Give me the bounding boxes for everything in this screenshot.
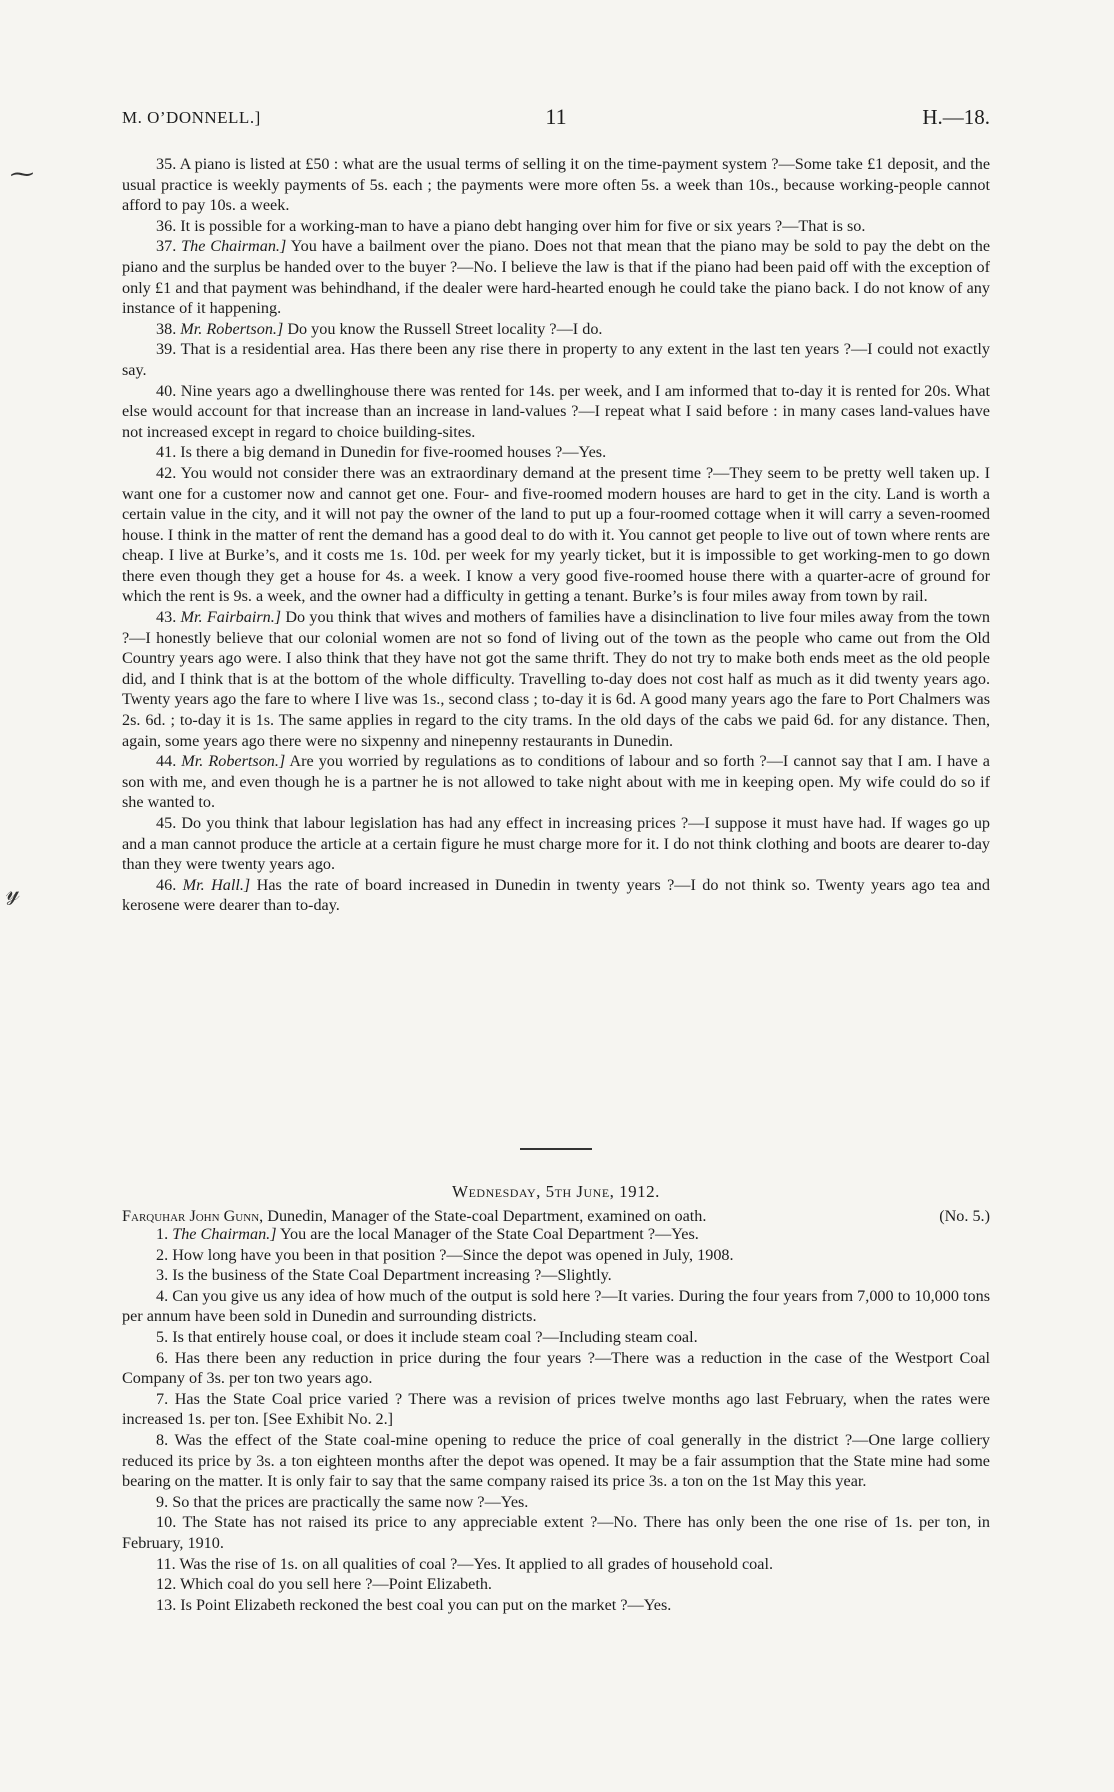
- question-paragraph: [122, 154, 990, 216]
- margin-mark: 𝓎: [6, 880, 20, 906]
- question-number: 6.: [156, 1348, 169, 1367]
- question-text: Are you worried by regulations as to conditions of labour and so forth ?—I cannot say that I am. I have a son with me, and even though he is a partner he is not allowed to take night about with me in keeping open. My wife could do so if she wanted to.: [122, 752, 990, 812]
- question-text: Is that entirely house coal, or does it include steam coal ?—Including steam coal.: [172, 1327, 698, 1346]
- witness-number: (No. 5.): [939, 1207, 990, 1225]
- speaker-name: Mr. Robertson.]: [181, 752, 286, 771]
- speaker-name: Mr. Robertson.]: [180, 319, 284, 338]
- question-number: 1.: [156, 1225, 169, 1243]
- question-number: 10.: [156, 1513, 177, 1532]
- question-text: That is a residential area. Has there been any rise there in property to any extent in the last ten years ?—I could not exactly say.: [122, 340, 990, 379]
- question-text: Do you know the Russell Street locality ?—I do.: [287, 319, 603, 338]
- question-number: 40.: [156, 381, 177, 400]
- question-paragraph: [122, 236, 990, 318]
- question-text: Has the rate of board increased in Dunedin in twenty years ?—I do not think so. Twenty years ago tea and kerosene were dearer than to-day.: [122, 875, 990, 915]
- evidence-section-odonnell: [122, 154, 990, 916]
- question-text: Is the business of the State Coal Department increasing ?—Slightly.: [172, 1266, 612, 1285]
- question-number: 13.: [156, 1595, 177, 1614]
- question-paragraph: [122, 1286, 990, 1327]
- speaker-name: The Chairman.]: [172, 1225, 277, 1243]
- page-number: 11: [545, 104, 567, 129]
- question-paragraph: [122, 1224, 990, 1245]
- question-paragraph: [122, 1327, 990, 1348]
- witness-name: Farquhar John Gunn,: [122, 1207, 264, 1225]
- question-paragraph: [122, 1430, 990, 1492]
- question-number: 2.: [156, 1245, 169, 1264]
- question-number: 39.: [156, 340, 177, 359]
- question-text: How long have you been in that position ?—Since the depot was opened in July, 1908.: [172, 1245, 734, 1264]
- question-number: 4.: [156, 1286, 169, 1305]
- question-number: 7.: [156, 1389, 169, 1408]
- question-number: 44.: [156, 752, 177, 771]
- question-text: Can you give us any idea of how much of the output is sold here ?—It varies. During the four years from 7,000 to 10,000 tons per annum have been sold in Dunedin and surrounding districts.: [122, 1286, 990, 1326]
- question-paragraph: [122, 442, 990, 463]
- question-text: The State has not raised its price to any appreciable extent ?—No. There has only been the one rise of 1s. per ton, in February, 1910.: [122, 1513, 990, 1552]
- question-text: Do you think that wives and mothers of families have a disinclination to live four miles away from the town ?—I honestly believe that our colonial women are not so fond of living out of the town as the people who came out from the Old Country years ago were. I also think that they have not got the same thrift. They do not try to make both ends meet as the old people did, and I think that is at the bottom of the whole difficulty. Travelling to-day does not cost half as much as it did twenty years ago. Twenty years ago the fare to where I live was 1s., second class ; to-day it is 6d. A good many years ago the fare to Port Chalmers was 2s. 6d. ; to-day it is 1s. The same applies in regard to the city trams. In the old days of the cabs we paid 6d. for any distance. Then, again, some years ago there were no sixpenny and ninepenny restaurants in Dunedin.: [122, 608, 990, 750]
- question-text: Has the State Coal price varied ? There was a revision of prices twelve months ago last February, when the rates were increased 1s. per ton. [See Exhibit No. 2.]: [122, 1389, 990, 1429]
- speaker-name: The Chairman.]: [181, 237, 287, 256]
- question-paragraph: [122, 1389, 990, 1430]
- question-paragraph: [122, 381, 990, 443]
- question-number: 9.: [156, 1492, 169, 1511]
- question-paragraph: [122, 1554, 990, 1575]
- question-number: 37.: [156, 237, 177, 256]
- question-paragraph: [122, 1595, 990, 1616]
- question-paragraph: [122, 319, 990, 340]
- question-paragraph: [122, 607, 990, 751]
- question-number: 38.: [156, 319, 177, 338]
- question-text: It is possible for a working-man to have a piano debt hanging over him for five or six years ?—That is so.: [180, 216, 866, 235]
- question-number: 41.: [156, 443, 177, 462]
- question-text: You have a bailment over the piano. Does not that mean that the piano may be sold to pay the debt on the piano and the surplus be handed over to the buyer ?—No. I believe the law is that if the piano had been paid off with the exception of only £1 and that payment was behindhand, if the dealer were hard-hearted enough he could take the piano back. I do not know of any instance of it happening.: [122, 237, 990, 318]
- question-paragraph: [122, 875, 990, 916]
- question-number: 35.: [156, 155, 177, 173]
- question-paragraph: [122, 216, 990, 237]
- question-number: 8.: [156, 1430, 169, 1449]
- question-number: 45.: [156, 814, 177, 832]
- date-heading: Wednesday, 5th June, 1912.: [452, 1182, 660, 1201]
- question-text: You would not consider there was an extraordinary demand at the present time ?—They seem to be pretty well taken up. I want one for a customer now and cannot get one. Four- and five-roomed modern houses are hard to get in the city. Land is worth a certain value in the city, and it will not pay the owner of the land to put up a four-roomed cottage when it will carry a seven-roomed house. I think in the matter of rent the demand has a good deal to do with it. You cannot get people to live out of town where rents are cheap. I live at Burke’s, and it costs me 1s. 10d. per week for my yearly ticket, but it is impossible to get working-men to go down there even though they get a house for 4s. a week. I know a very good five-roomed house there with a quarter-acre of ground for which the rent is 9s. a week, and the owner had a difficulty in getting a tenant. Burke’s is four miles away from town by rail.: [122, 463, 991, 606]
- margin-mark: ⁓: [10, 162, 34, 188]
- paper-reference: H.—18.: [922, 105, 990, 129]
- question-number: 12.: [156, 1575, 177, 1594]
- question-text: Has there been any reduction in price during the four years ?—There was a reduction in the case of the Westport Coal Company of 3s. per ton two years ago.: [122, 1348, 991, 1388]
- question-paragraph: [122, 1245, 990, 1266]
- question-paragraph: [122, 1492, 990, 1513]
- question-number: 43.: [156, 608, 177, 627]
- evidence-section-gunn: [122, 1224, 990, 1615]
- question-text: Which coal do you sell here ?—Point Elizabeth.: [180, 1575, 492, 1594]
- question-number: 42.: [156, 463, 177, 482]
- question-paragraph: [122, 1265, 990, 1286]
- question-text: So that the prices are practically the same now ?—Yes.: [172, 1492, 529, 1511]
- question-paragraph: [122, 751, 990, 813]
- question-text: Do you think that labour legislation has had any effect in increasing prices ?—I suppose it must have had. If wages go up and a man cannot produce the article at a certain figure he must charge more for it. I do not think clothing and boots are dearer to-day than they were twenty years ago.: [122, 814, 991, 874]
- question-text: Nine years ago a dwellinghouse there was rented for 14s. per week, and I am informed that to-day it is rented for 20s. What else would account for that increase than an increase in land-values ?—I repeat what I said before : in many cases land-values have not increased except in regard to choice building-sites.: [122, 381, 991, 441]
- question-paragraph: [122, 463, 990, 607]
- question-text: Is Point Elizabeth reckoned the best coal you can put on the market ?—Yes.: [180, 1595, 672, 1614]
- question-number: 46.: [156, 875, 177, 894]
- question-text: A piano is listed at £50 : what are the usual terms of selling it on the time-payment system ?—Some take £1 deposit, and the usual practice is weekly payments of 5s. each ; the payments were more often 5s. a week than 10s., because working-people cannot afford to pay 10s. a week.: [122, 155, 990, 215]
- section-divider: [520, 1148, 592, 1150]
- header-witness: M. O’DONNELL.]: [122, 108, 261, 127]
- witness-description: Dunedin, Manager of the State-coal Department, examined on oath.: [267, 1207, 707, 1225]
- question-number: 36.: [156, 216, 177, 235]
- question-text: You are the local Manager of the State Coal Department ?—Yes.: [279, 1225, 699, 1243]
- question-text: Was the effect of the State coal-mine opening to reduce the price of coal generally in the district ?—One large colliery reduced its price by 3s. a ton eighteen months after the depot was opened. It may be a fair assumption that the State mine had some bearing on the matter. It is only fair to say that the same company raised its price 3s. a ton on the 1st May this year.: [122, 1430, 990, 1491]
- question-paragraph: [122, 1512, 990, 1553]
- question-paragraph: [122, 1348, 990, 1389]
- question-paragraph: [122, 813, 990, 875]
- page-header: [122, 104, 990, 132]
- question-number: 3.: [156, 1266, 169, 1285]
- question-text: Is there a big demand in Dunedin for five-roomed houses ?—Yes.: [180, 443, 607, 462]
- speaker-name: Mr. Hall.]: [182, 875, 251, 894]
- question-number: 5.: [156, 1327, 169, 1346]
- question-number: 11.: [156, 1554, 176, 1573]
- question-paragraph: [122, 1574, 990, 1595]
- question-paragraph: [122, 339, 990, 380]
- speaker-name: Mr. Fairbairn.]: [180, 608, 282, 627]
- question-text: Was the rise of 1s. on all qualities of coal ?—Yes. It applied to all grades of household coal.: [179, 1554, 774, 1573]
